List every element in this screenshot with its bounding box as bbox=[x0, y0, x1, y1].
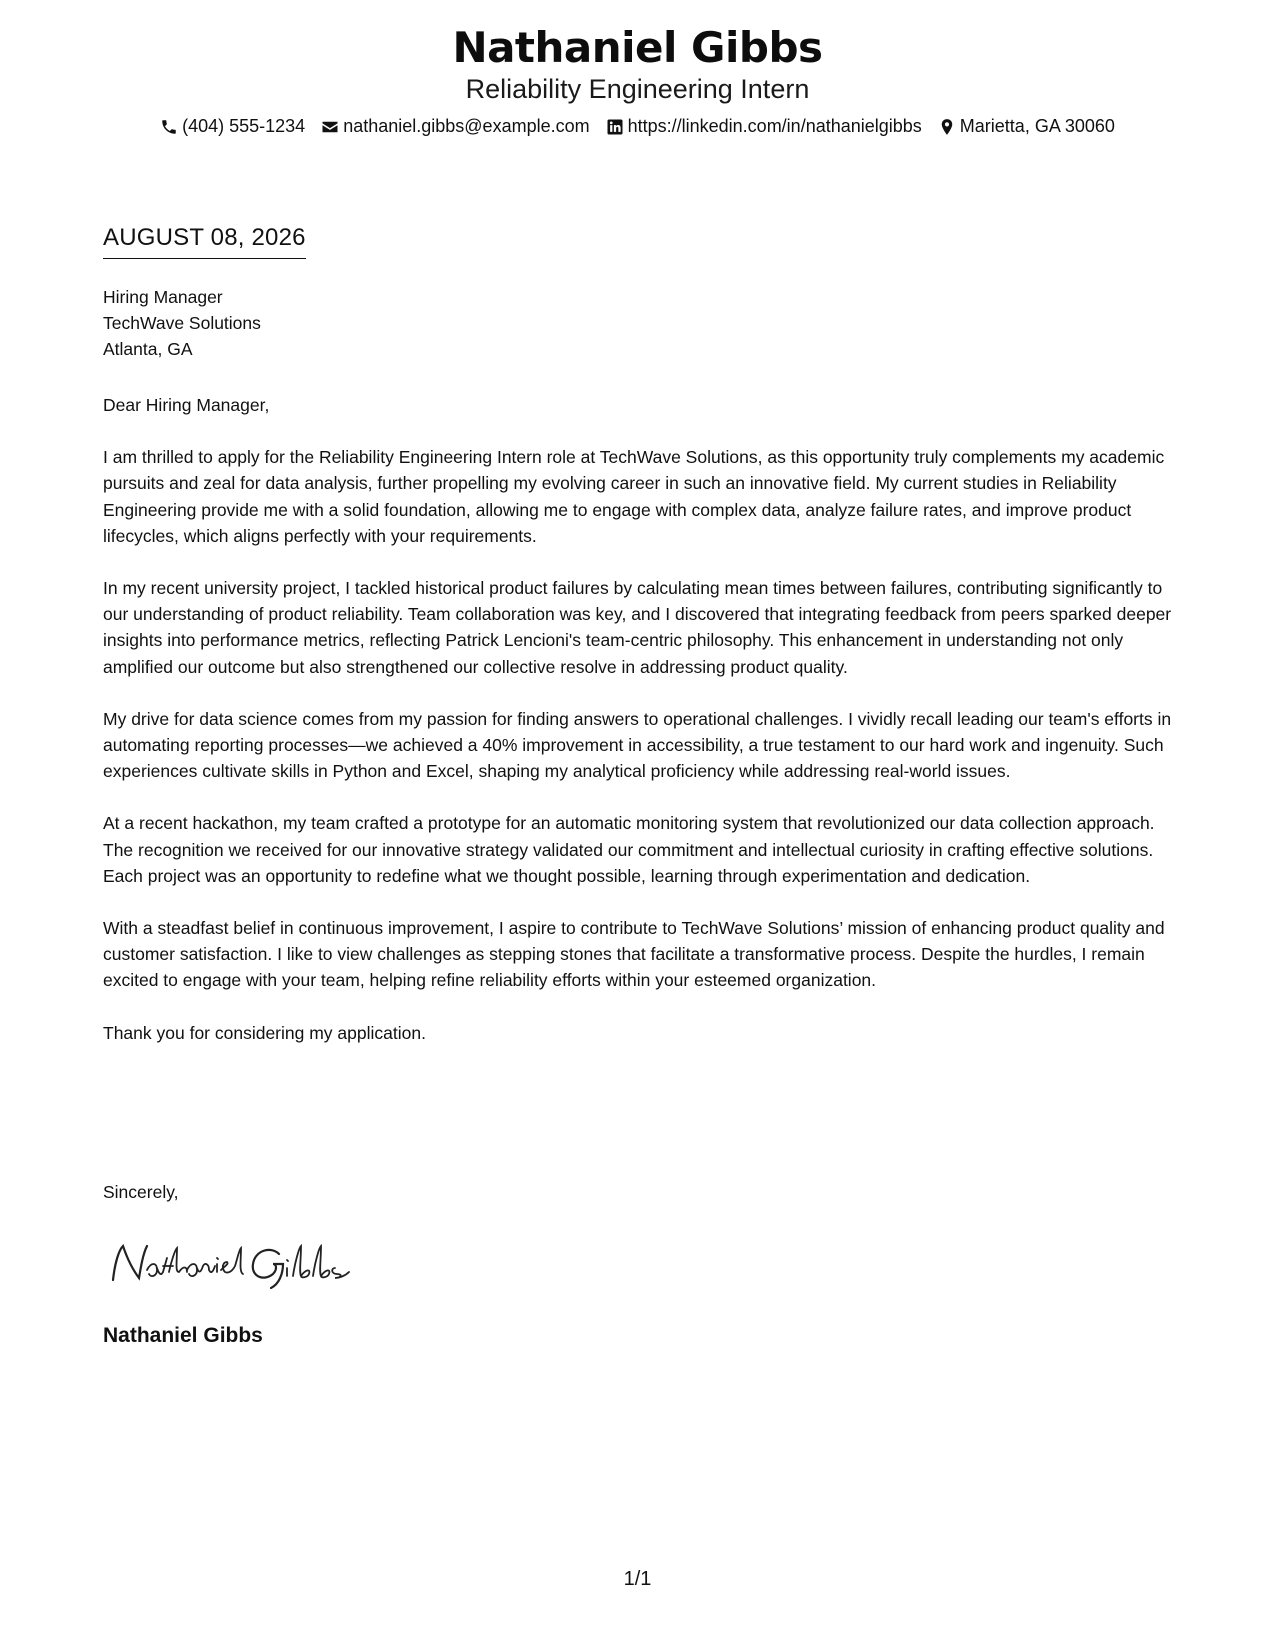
signer-name: Nathaniel Gibbs bbox=[103, 1324, 263, 1347]
paragraph-3: My drive for data science comes from my passion for finding answers to operational challenges. I vividly recall leading our team's efforts in automating reporting processes—we achieved a 40% improvement in accessibility, a true testament to our hard work and ingenuity. Such experiences cultivate skills in Python and Excel, shaping my analytical proficiency while addressing real-world issues. bbox=[103, 708, 1172, 782]
letter-date: AUGUST 08, 2026 bbox=[103, 224, 306, 259]
location-text: Marietta, GA 30060 bbox=[959, 116, 1115, 136]
applicant-role: Reliability Engineering Intern bbox=[465, 74, 810, 104]
recipient-block bbox=[103, 284, 261, 362]
paragraph-5: With a steadfast belief in continuous improvement, I aspire to contribute to TechWave Solutions’ mission of enhancing product quality and customer satisfaction. I like to view challenges as stepping stones that facilitate a transformative process. Despite the hurdles, I remain excited to engage with your team, helping refine reliability efforts within your esteemed organization. bbox=[103, 918, 1165, 991]
contact-location bbox=[938, 116, 1115, 137]
paragraph-6: Thank you for considering my application. bbox=[103, 1022, 426, 1043]
paragraph-4: At a recent hackathon, my team crafted a prototype for an automatic monitoring system that revolutionized our data collection approach. The recognition we received for our innovative strategy validated our commitment and intellectual curiosity in crafting effective solutions. Each project was an opportunity to redefine what we thought possible, learning through experimentation and dedication. bbox=[103, 813, 1155, 886]
email-text: nathaniel.gibbs@example.com bbox=[343, 116, 590, 136]
linkedin-icon bbox=[606, 118, 624, 136]
closing: Sincerely, bbox=[103, 1182, 179, 1202]
recipient-location: Atlanta, GA bbox=[103, 339, 193, 359]
recipient-company: TechWave Solutions bbox=[103, 313, 261, 333]
map-pin-icon bbox=[938, 118, 956, 136]
salutation: Dear Hiring Manager, bbox=[103, 395, 270, 415]
recipient-title: Hiring Manager bbox=[103, 287, 223, 307]
paragraph-1: I am thrilled to apply for the Reliability Engineering Intern role at TechWave Solutions, as this opportunity truly complements my academic pursuits and zeal for data analysis, further propelling my evolving career in such an innovative field. My current studies in Reliability Engineering provide me with a solid foundation, allowing me to engage with complex data, analyze failure rates, and improve product lifecycles, which aligns perfectly with your requirements. bbox=[103, 447, 1165, 546]
handwritten-signature bbox=[103, 1232, 363, 1292]
applicant-name: Nathaniel Gibbs bbox=[452, 23, 823, 72]
letter-header bbox=[0, 22, 1275, 137]
envelope-icon bbox=[321, 118, 339, 136]
contact-linkedin[interactable] bbox=[606, 116, 922, 137]
paragraph-2: In my recent university project, I tackled historical product failures by calculating mean times between failures, contributing significantly to our understanding of product reliability. Team collaboration was key, and I discovered that integrating feedback from peers sparked deeper insights into performance metrics, reflecting Patrick Lencioni's team-centric philosophy. This enhancement in understanding not only amplified our outcome but also strengthened our collective resolve in addressing product quality. bbox=[103, 578, 1172, 677]
phone-icon bbox=[160, 118, 178, 136]
letter-body bbox=[103, 392, 1175, 1072]
page-number: 1/1 bbox=[623, 1568, 652, 1590]
phone-text: (404) 555-1234 bbox=[182, 116, 306, 136]
linkedin-text: https://linkedin.com/in/nathanielgibbs bbox=[627, 116, 922, 136]
contact-phone bbox=[160, 116, 305, 137]
contact-email[interactable] bbox=[321, 116, 589, 137]
contact-bar bbox=[0, 116, 1275, 137]
